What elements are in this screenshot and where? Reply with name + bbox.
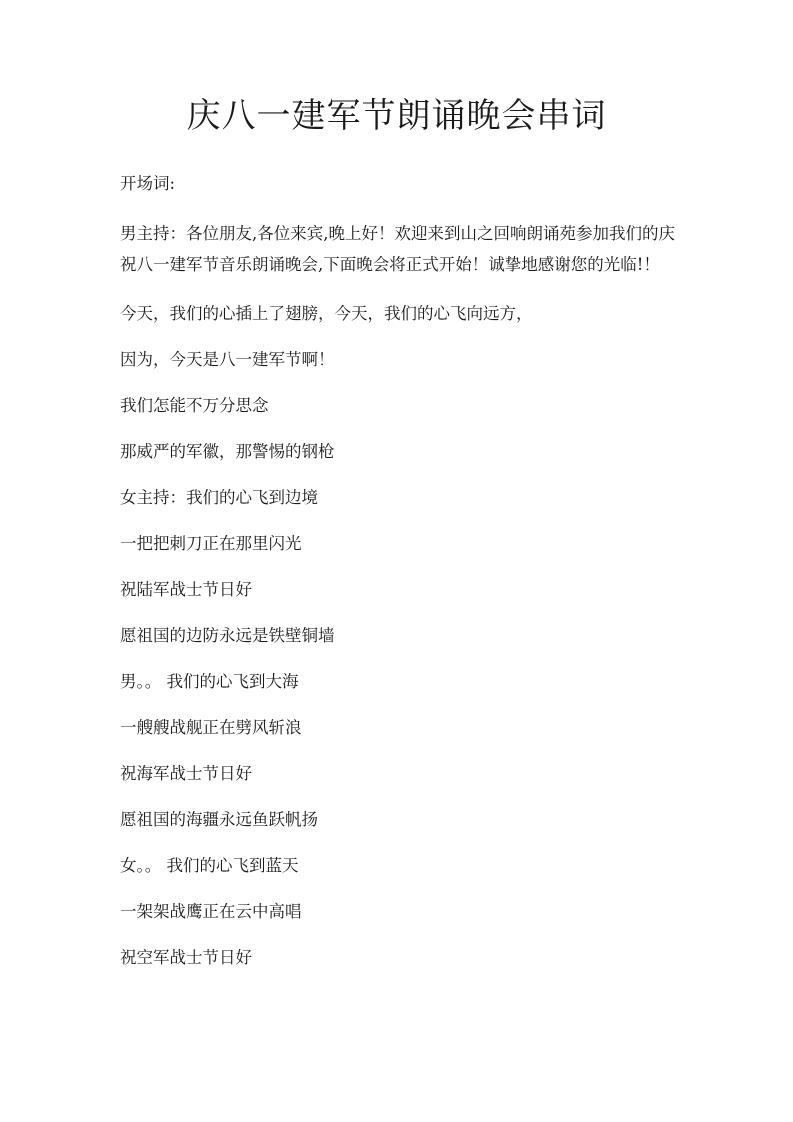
paragraph: 我们怎能不万分思念	[120, 396, 269, 415]
paragraph-male-host: 男。。 我们的心飞到大海	[120, 672, 299, 691]
paragraph: 一艘艘战舰正在劈风斩浪	[120, 718, 302, 737]
paragraph: 愿祖国的边防永远是铁壁铜墙	[120, 626, 335, 645]
paragraph-male-host-welcome: 男主持：各位朋友,各位来宾,晚上好！欢迎来到山之回响朗诵苑参加我们的庆祝八一建军节音乐朗诵晚会,下面晚会将正式开始！诚挚地感谢您的光临!！	[120, 224, 675, 274]
document-body	[120, 172, 676, 992]
paragraph: 祝空军战士节日好	[120, 948, 252, 967]
paragraph-opening-label: 开场词:	[120, 174, 176, 193]
paragraph: 祝海军战士节日好	[120, 764, 252, 783]
paragraph: 今天，我们的心插上了翅膀，今天，我们的心飞向远方，	[120, 304, 533, 323]
paragraph-female-host: 女。。 我们的心飞到蓝天	[120, 856, 299, 875]
paragraph: 一架架战鹰正在云中高唱	[120, 902, 302, 921]
paragraph: 那威严的军徽，那警惕的钢枪	[120, 442, 335, 461]
paragraph: 愿祖国的海疆永远鱼跃帆扬	[120, 810, 318, 829]
paragraph-female-host: 女主持：我们的心飞到边境	[120, 488, 318, 507]
paragraph: 因为，今天是八一建军节啊！	[120, 350, 335, 369]
paragraph: 祝陆军战士节日好	[120, 580, 252, 599]
document-title: 庆八一建军节朗诵晚会串词	[186, 96, 607, 136]
paragraph: 一把把刺刀正在那里闪光	[120, 534, 302, 553]
